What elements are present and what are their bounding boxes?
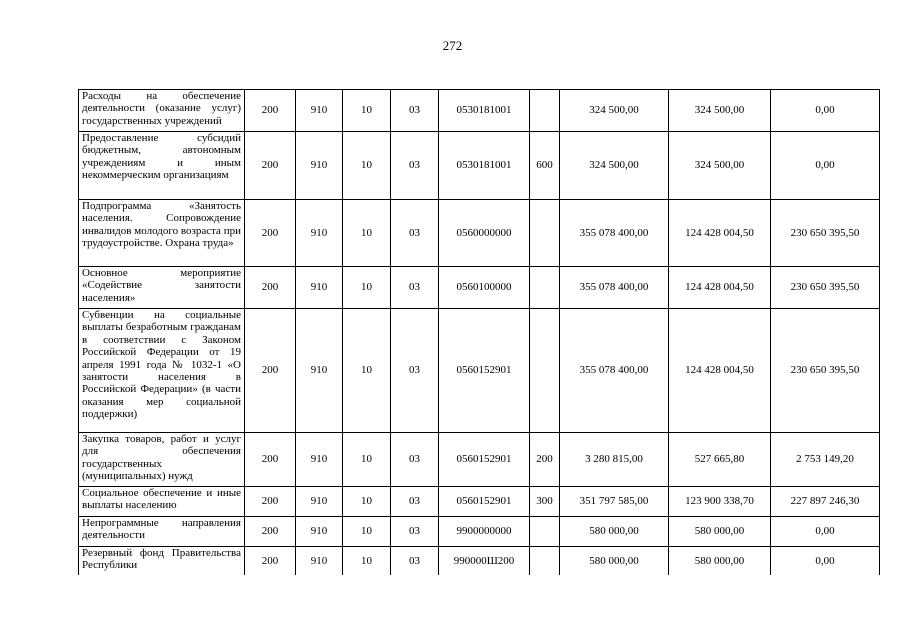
page-number: 272	[442, 38, 463, 53]
cell-section: 10	[343, 487, 391, 517]
cell-subsection: 03	[391, 200, 439, 267]
cell-type	[530, 309, 560, 433]
cell-section: 10	[343, 309, 391, 433]
cell-amount-3: 0,00	[771, 90, 880, 132]
cell-ministry: 910	[296, 433, 343, 487]
cell-target: 0530181001	[439, 90, 530, 132]
cell-subsection: 03	[391, 309, 439, 433]
cell-amount-2: 124 428 004,50	[669, 309, 771, 433]
cell-amount-2: 580 000,00	[669, 547, 771, 575]
row-name: Непрограммные направления деятельности	[79, 517, 245, 547]
cell-ministry: 910	[296, 517, 343, 547]
table-row	[79, 200, 880, 267]
cell-ministry: 910	[296, 547, 343, 575]
table-row	[79, 517, 880, 547]
cell-section: 10	[343, 517, 391, 547]
cell-amount-3: 227 897 246,30	[771, 487, 880, 517]
cell-subsection: 03	[391, 267, 439, 309]
cell-amount-3: 0,00	[771, 132, 880, 200]
cell-code: 200	[245, 90, 296, 132]
cell-code: 200	[245, 547, 296, 575]
cell-amount-1: 580 000,00	[560, 547, 669, 575]
cell-ministry: 910	[296, 90, 343, 132]
row-name: Социальное обеспечение и иные выплаты населению	[79, 487, 245, 517]
cell-subsection: 03	[391, 487, 439, 517]
cell-amount-1: 324 500,00	[560, 132, 669, 200]
cell-ministry: 910	[296, 200, 343, 267]
row-name: Подпрограмма «Занятость населения. Сопровождение инвалидов молодого возраста при трудоустройстве. Охрана труда»	[79, 200, 245, 267]
cell-ministry: 910	[296, 487, 343, 517]
cell-subsection: 03	[391, 547, 439, 575]
cell-ministry: 910	[296, 132, 343, 200]
cell-amount-1: 355 078 400,00	[560, 200, 669, 267]
cell-amount-3: 230 650 395,50	[771, 267, 880, 309]
cell-ministry: 910	[296, 267, 343, 309]
table-body	[79, 90, 880, 575]
cell-section: 10	[343, 90, 391, 132]
row-name: Основное мероприятие «Содействие занятости населения»	[79, 267, 245, 309]
cell-target: 0530181001	[439, 132, 530, 200]
cell-amount-3: 0,00	[771, 547, 880, 575]
table-row	[79, 267, 880, 309]
cell-amount-3: 230 650 395,50	[771, 309, 880, 433]
cell-subsection: 03	[391, 132, 439, 200]
row-name: Резервный фонд Правительства Республики	[79, 547, 245, 575]
table-row	[79, 309, 880, 433]
cell-type	[530, 90, 560, 132]
row-name: Расходы на обеспечение деятельности (оказание услуг) государственных учреждений	[79, 90, 245, 132]
table-row	[79, 132, 880, 200]
cell-amount-2: 580 000,00	[669, 517, 771, 547]
budget-table	[78, 89, 880, 575]
cell-section: 10	[343, 433, 391, 487]
cell-section: 10	[343, 200, 391, 267]
cell-target: 0560100000	[439, 267, 530, 309]
cell-subsection: 03	[391, 517, 439, 547]
cell-amount-2: 124 428 004,50	[669, 200, 771, 267]
cell-amount-2: 124 428 004,50	[669, 267, 771, 309]
cell-type	[530, 547, 560, 575]
cell-code: 200	[245, 132, 296, 200]
row-name: Субвенции на социальные выплаты безработным гражданам в соответствии с Законом Российской Федерации от 19 апреля 1991 года № 1032-1 «О занятости населения в Российской Федерации» (в части оказания мер социальной поддержки)	[79, 309, 245, 433]
cell-target: 990000Ш200	[439, 547, 530, 575]
cell-amount-2: 527 665,80	[669, 433, 771, 487]
cell-amount-1: 580 000,00	[560, 517, 669, 547]
cell-target: 9900000000	[439, 517, 530, 547]
cell-amount-1: 355 078 400,00	[560, 309, 669, 433]
cell-amount-2: 324 500,00	[669, 132, 771, 200]
cell-amount-2: 324 500,00	[669, 90, 771, 132]
table-row	[79, 433, 880, 487]
cell-subsection: 03	[391, 90, 439, 132]
cell-amount-1: 3 280 815,00	[560, 433, 669, 487]
row-name: Закупка товаров, работ и услуг для обеспечения государственных (муниципальных) нужд	[79, 433, 245, 487]
cell-code: 200	[245, 517, 296, 547]
table-row	[79, 547, 880, 575]
cell-code: 200	[245, 309, 296, 433]
cell-code: 200	[245, 200, 296, 267]
cell-amount-3: 2 753 149,20	[771, 433, 880, 487]
cell-type: 200	[530, 433, 560, 487]
cell-amount-2: 123 900 338,70	[669, 487, 771, 517]
cell-target: 0560152901	[439, 309, 530, 433]
cell-target: 0560152901	[439, 433, 530, 487]
cell-amount-1: 355 078 400,00	[560, 267, 669, 309]
cell-amount-3: 230 650 395,50	[771, 200, 880, 267]
cell-type	[530, 267, 560, 309]
table-row	[79, 487, 880, 517]
cell-type: 600	[530, 132, 560, 200]
table-row	[79, 90, 880, 132]
cell-subsection: 03	[391, 433, 439, 487]
row-name: Предоставление субсидий бюджетным, автономным учреждениям и иным некоммерческим организациям	[79, 132, 245, 200]
cell-type	[530, 200, 560, 267]
cell-target: 0560152901	[439, 487, 530, 517]
cell-amount-1: 351 797 585,00	[560, 487, 669, 517]
cell-section: 10	[343, 547, 391, 575]
cell-code: 200	[245, 433, 296, 487]
cell-code: 200	[245, 267, 296, 309]
cell-section: 10	[343, 132, 391, 200]
cell-ministry: 910	[296, 309, 343, 433]
cell-type: 300	[530, 487, 560, 517]
cell-code: 200	[245, 487, 296, 517]
cell-amount-1: 324 500,00	[560, 90, 669, 132]
cell-amount-3: 0,00	[771, 517, 880, 547]
cell-type	[530, 517, 560, 547]
cell-section: 10	[343, 267, 391, 309]
cell-target: 0560000000	[439, 200, 530, 267]
